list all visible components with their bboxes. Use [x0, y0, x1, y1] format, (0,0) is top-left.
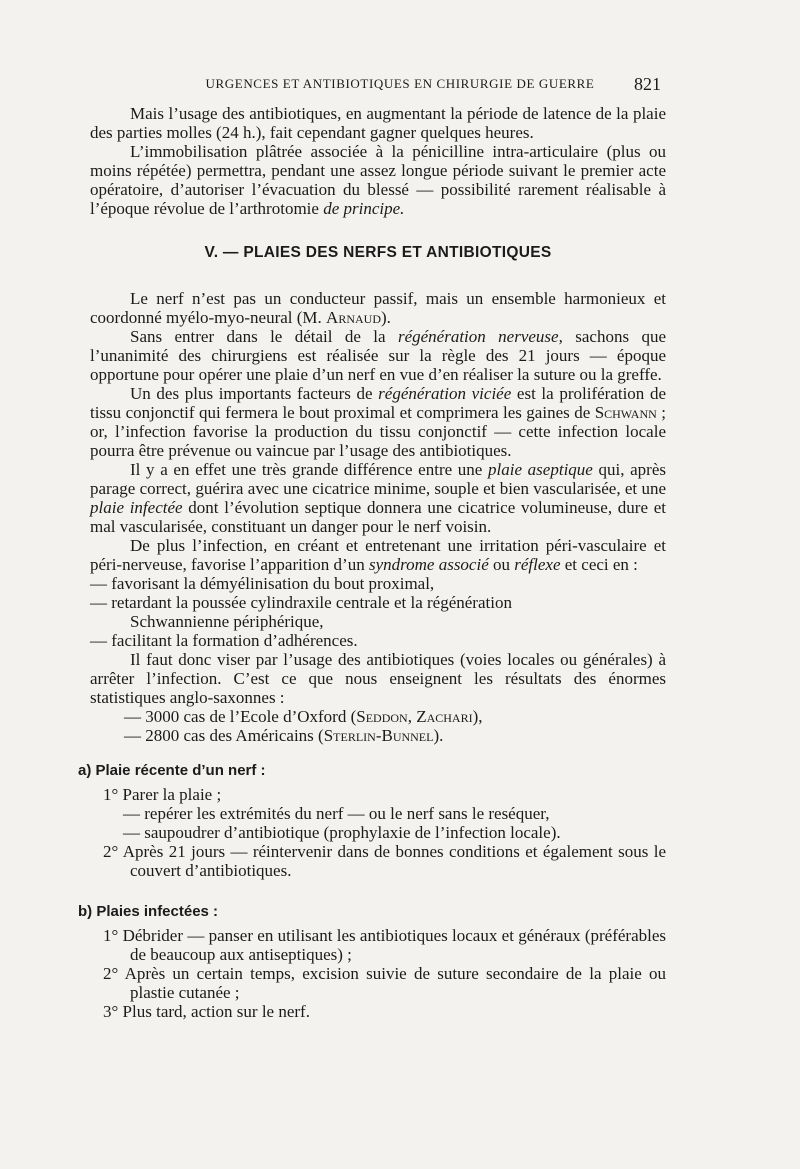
step-item: 1° Parer la plaie ; [103, 785, 222, 804]
running-head: URGENCES ET ANTIBIOTIQUES EN CHIRURGIE DE GUERRE [205, 76, 595, 91]
paragraph: Il y a en effet une très grande différence entre une plaie aseptique qui, après parage correct, guérira avec une cicatrice minime, souple et bien vascularisée, et une plaie infectée dont l’évolution septique donnera une cicatrice volumineuse, dure et mal vascularisée, constituant un danger pour le nerf voisin. [90, 460, 667, 536]
paragraph: De plus l’infection, en créant et entretenant une irritation péri-vasculaire et péri-nerveuse, favorise l’apparition d’un syndrome associé ou réflexe et ceci en : [90, 536, 666, 574]
list-item: — favorisant la démyélinisation du bout proximal, [90, 574, 435, 593]
paragraph: Un des plus importants facteurs de régénération viciée est la prolifération de tissu conjonctif qui fermera le bout proximal et comprimera les gaines de Schwann ; or, l’infection favorise la production du tissu conjonctif — cette infection locale pourra être prévenue ou vaincue par l’usage des antibiotiques. [90, 384, 666, 460]
step-item: 2° Après 21 jours — réintervenir dans de bonnes conditions et également sous le couvert d’antibiotiques. [103, 842, 666, 880]
subheading-b: b) Plaies infectées : [78, 903, 219, 920]
body-text [78, 104, 667, 1021]
paragraph: Mais l’usage des antibiotiques, en augmentant la période de latence de la plaie des parties molles (24 h.), fait cependant gagner quelques heures. [90, 104, 666, 142]
paragraph: Il faut donc viser par l’usage des antibiotiques (voies locales ou générales) à arrêter l’infection. C’est ce que nous enseignent les résultats des énormes statistiques anglo-saxonnes : [90, 650, 666, 707]
step-item: 1° Débrider — panser en utilisant les antibiotiques locaux et généraux (préférables de beaucoup aux antiseptiques) ; [103, 926, 666, 964]
step-item: 2° Après un certain temps, excision suivie de suture secondaire de la plaie ou plastie cutanée ; [103, 964, 666, 1002]
stat-item: — 3000 cas de l’Ecole d’Oxford (Seddon, Zachari), [124, 707, 483, 726]
list-item: Schwannienne périphérique, [130, 612, 324, 631]
stat-item: — 2800 cas des Américains (Sterlin-Bunnel). [124, 726, 444, 745]
step-item: 3° Plus tard, action sur le nerf. [103, 1002, 310, 1021]
list-item: — retardant la poussée cylindraxile centrale et la régénération [90, 593, 512, 612]
paragraph: Sans entrer dans le détail de la régénération nerveuse, sachons que l’unanimité des chirurgiens est réalisée sur la règle des 21 jours — époque opportune pour opérer une plaie d’un nerf en vue d’en réaliser la suture ou la greffe. [90, 327, 666, 384]
step-item: — saupoudrer d’antibiotique (prophylaxie de l’infection locale). [123, 823, 561, 842]
page-number: 821 [634, 74, 661, 94]
subheading-a: a) Plaie récente d’un nerf : [78, 762, 266, 779]
paragraph: Le nerf n’est pas un conducteur passif, mais un ensemble harmonieux et coordonné myélo-myo-neural (M. Arnaud). [90, 289, 666, 327]
section-title: V. — PLAIES DES NERFS ET ANTIBIOTIQUES [204, 244, 552, 261]
paragraph: L’immobilisation plâtrée associée à la pénicilline intra-articulaire (plus ou moins répétée) permettra, pendant une assez longue période suivant le premier acte opératoire, d’autoriser l’évacuation du blessé — possibilité rarement réalisable à l’époque révolue de l’arthrotomie de principe. [90, 142, 666, 218]
step-item: — repérer les extrémités du nerf — ou le nerf sans le reséquer, [123, 804, 550, 823]
list-item: — facilitant la formation d’adhérences. [90, 631, 358, 650]
